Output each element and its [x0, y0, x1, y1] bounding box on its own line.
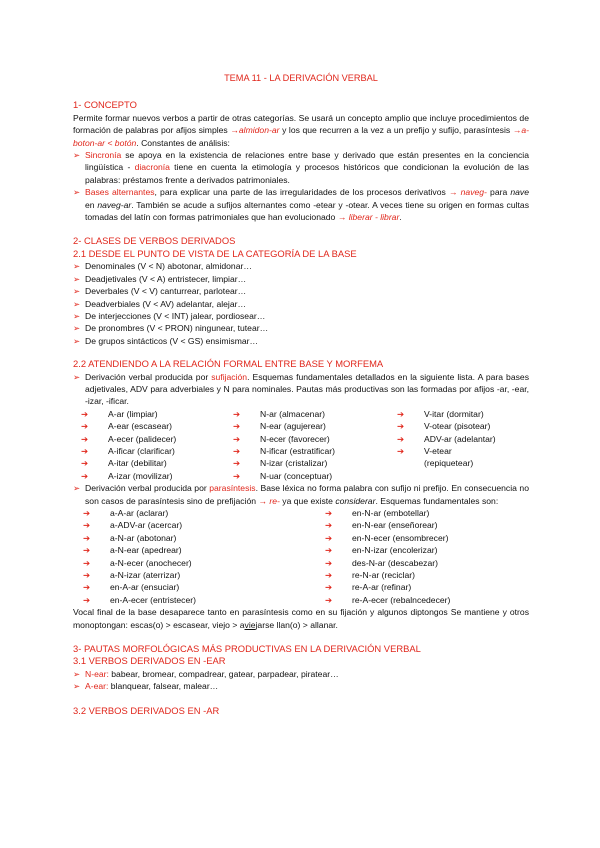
scheme-item	[73, 581, 315, 593]
bullet-icon: ➢	[73, 286, 81, 297]
scheme-item	[73, 445, 225, 457]
intro-text: y los que recurren a la vez a un prefijo y sufijo, parasíntesis	[279, 125, 513, 136]
scheme-item	[225, 433, 389, 445]
scheme-item	[73, 557, 315, 569]
scheme-text: N-ificar (estratificar)	[260, 445, 335, 456]
arrow-icon: ➔	[81, 445, 89, 456]
scheme-item	[225, 420, 389, 432]
subsection-2-2-heading: 2.2 ATENDIENDO A LA RELACIÓN FORMAL ENTRE BASE Y MORFEMA	[73, 358, 384, 370]
arrow-icon: ➔	[83, 532, 91, 543]
term: parasíntesis	[209, 483, 256, 494]
scheme-item	[225, 445, 389, 457]
arrow-icon: ➔	[83, 545, 91, 556]
scheme-text: A-itar (debilitar)	[108, 458, 167, 469]
example: nave	[510, 187, 529, 198]
scheme-item	[225, 408, 389, 420]
text: para	[486, 187, 511, 198]
scheme-item	[389, 433, 529, 445]
arrow-icon: ➔	[83, 594, 91, 605]
term: Bases alternantes	[85, 187, 155, 198]
arrow-icon: ➔	[325, 570, 333, 581]
bullet-icon: ➢	[73, 668, 81, 679]
suffix-schemes-grid	[73, 408, 529, 482]
scheme-text: V-otear (pisotear)	[424, 421, 491, 432]
subsection-3-1-heading: 3.1 VERBOS DERIVADOS EN -EAR	[73, 655, 226, 667]
text: . Esquemas fundamentales detallados en la siguiente lista. A para bases adjetivales, ADV para adverbiales y N para nominales. Pautas más productivas son las formadas por afijos -ar, -ear, -izar, -ificar.	[85, 371, 529, 407]
scheme-text: en-N-ar (embotellar)	[352, 508, 430, 518]
scheme-text: N-ecer (favorecer)	[260, 433, 330, 444]
list-item	[73, 322, 529, 334]
category-list	[73, 260, 529, 347]
bullet-icon: ➢	[73, 150, 81, 161]
vowel-note	[73, 606, 529, 631]
scheme-item	[315, 557, 529, 569]
scheme-item	[73, 420, 225, 432]
list-item-text: De interjecciones (V < INT) jalear, pordiosear…	[85, 310, 266, 321]
list-item	[73, 285, 529, 297]
scheme-item	[73, 470, 225, 482]
scheme-text: A-ificar (clarificar)	[108, 445, 175, 456]
scheme-item-continuation: (repiquetear)	[424, 458, 474, 469]
list-item-text: Deadjetivales (V < A) entristecer, limpiar…	[85, 273, 247, 284]
arrow-icon: ➔	[325, 594, 333, 605]
arrow-icon: ➔	[397, 433, 405, 444]
scheme-text: ADV-ar (adelantar)	[424, 433, 496, 444]
scheme-text: N-ar (almacenar)	[260, 408, 325, 419]
scheme-text: a-N-ecer (anochecer)	[110, 557, 192, 568]
scheme-item	[73, 519, 315, 531]
text: Derivación verbal producida por	[85, 371, 212, 382]
text: blanquear, falsear, malear…	[108, 681, 219, 692]
example: → liberar - librar	[337, 212, 400, 223]
bullet-icon: ➢	[73, 273, 81, 284]
arrow-icon: ➔	[81, 408, 89, 419]
subsection-3-2-heading: 3.2 VERBOS DERIVADOS EN -AR	[73, 704, 220, 716]
bullet-parasintesis	[73, 482, 529, 507]
bullet-icon: ➢	[73, 681, 81, 692]
bullet-icon: ➢	[73, 298, 81, 309]
arrow-icon: ➔	[81, 470, 89, 481]
bullet-icon: ➢	[73, 335, 81, 346]
bullet-bases-alternantes	[73, 186, 529, 223]
document-title: TEMA 11 - LA DERIVACIÓN VERBAL	[224, 73, 378, 83]
document-page	[73, 72, 529, 717]
list-item-text: De pronombres (V < PRON) ningunear, tutear…	[85, 323, 269, 334]
scheme-item	[73, 544, 315, 556]
list-item	[73, 260, 529, 272]
scheme-text: en-N-izar (encolerizar)	[352, 545, 438, 556]
scheme-item	[73, 569, 315, 581]
scheme-text: des-N-ar (descabezar)	[352, 557, 438, 568]
scheme-text: en-N-ecer (ensombrecer)	[352, 532, 449, 543]
arrow-icon: ➔	[397, 445, 405, 456]
arrow-icon: ➔	[233, 470, 241, 481]
scheme-item	[73, 433, 225, 445]
scheme-item	[73, 507, 315, 519]
parasynthesis-column-right	[315, 507, 529, 606]
list-item	[73, 298, 529, 310]
arrow-icon: ➔	[325, 557, 333, 568]
scheme-text: re-N-ar (reciclar)	[352, 570, 416, 581]
scheme-item	[315, 544, 529, 556]
arrow-icon: ➔	[81, 458, 89, 469]
scheme-text: A-ar (limpiar)	[108, 408, 158, 419]
arrow-icon: ➔	[81, 433, 89, 444]
scheme-text: N-uar (conceptuar)	[260, 470, 333, 481]
arrow-icon: ➔	[233, 421, 241, 432]
list-item	[73, 310, 529, 322]
text: en	[85, 199, 98, 210]
example: → naveg-	[448, 187, 487, 198]
scheme-item	[225, 457, 389, 469]
example: naveg-ar	[97, 199, 132, 210]
arrow-icon: ➔	[233, 433, 241, 444]
section-2-heading: 2- CLASES DE VERBOS DERIVADOS	[73, 235, 236, 247]
scheme-column-adjective	[73, 408, 225, 482]
arrow-icon: ➔	[83, 520, 91, 531]
text: . También se acude a sufijos alternantes como -etear y -otear. A veces tiene su origen en formas cultas tomadas del latín con formas patrimoniales que han evolucionado	[85, 199, 529, 223]
text: ya que existe	[279, 495, 336, 506]
scheme-text: A-ecer (palidecer)	[108, 433, 177, 444]
arrow-icon: ➔	[233, 458, 241, 469]
list-item	[73, 273, 529, 285]
term: Sincronía	[85, 150, 122, 161]
scheme-text: re-A-ecer (rebalncedecer)	[352, 594, 451, 605]
list-item	[73, 668, 529, 680]
scheme-text: A-ear (escasear)	[108, 421, 172, 432]
scheme-text: V-etear	[424, 445, 452, 456]
scheme-column-noun	[225, 408, 389, 482]
arrow-icon: ➔	[233, 445, 241, 456]
bullet-icon: ➢	[73, 310, 81, 321]
arrow-icon: ➔	[83, 557, 91, 568]
intro-text: Permite formar nuevos verbos a partir de otras categorías. Se usará un concepto amplio que incluye procedimientos de formación de palabras por afijos simples	[73, 112, 529, 136]
scheme-text: A-izar (movilizar)	[108, 470, 173, 481]
arrow-icon: ➔	[325, 582, 333, 593]
list-item-text: Deverbales (V < V) canturrear, parlotear…	[85, 286, 247, 297]
arrow-icon: ➔	[325, 545, 333, 556]
arrow-icon: ➔	[233, 408, 241, 419]
bullet-icon: ➢	[73, 483, 81, 494]
text: . Esquemas fundamentales son:	[375, 495, 499, 506]
text: , para explicar una parte de las irregularidades de los procesos derivativos	[154, 187, 449, 198]
scheme-item	[73, 408, 225, 420]
scheme-item	[73, 457, 225, 469]
scheme-item	[73, 594, 315, 606]
section-3-heading: 3- PAUTAS MORFOLÓGICAS MÁS PRODUCTIVAS EN LA DERIVACIÓN VERBAL	[73, 643, 421, 655]
bullet-icon: ➢	[73, 371, 81, 382]
scheme-item	[315, 507, 529, 519]
list-item	[73, 680, 529, 692]
list-item-text: Denominales (V < N) abotonar, almidonar…	[85, 261, 252, 272]
arrow-icon: ➔	[83, 508, 91, 518]
underlined-text: vie	[244, 619, 256, 630]
section-1-heading: 1- CONCEPTO	[73, 99, 137, 111]
term: diacronía	[134, 162, 170, 173]
text: jarse llan(o) > allanar.	[255, 619, 338, 630]
arrow-icon: ➔	[397, 421, 405, 432]
arrow-icon: ➔	[397, 408, 405, 419]
text: se apoya en la existencia de relaciones entre base y derivado que están presentes en la conciencia lingüística -	[85, 150, 529, 173]
list-item-text: De grupos sintácticos (V < GS) ensimismar…	[85, 335, 259, 346]
arrow-icon: ➔	[325, 508, 333, 518]
term: N-ear:	[85, 668, 109, 679]
list-item-text: Deadverbiales (V < AV) adelantar, alejar…	[85, 298, 247, 309]
arrow-icon: ➔	[83, 570, 91, 581]
text: tiene en cuenta la etimología y procesos históricos que condicionan la evolución de las palabras: préstamos frente a derivados patrimoniales.	[85, 162, 529, 185]
scheme-text: a-ADV-ar (acercar)	[110, 520, 183, 531]
arrow-icon: ➔	[83, 582, 91, 593]
section-1-intro	[73, 112, 529, 149]
scheme-text: N-izar (cristalizar)	[260, 458, 328, 469]
example: → re-	[258, 495, 280, 506]
scheme-text: N-ear (agujerear)	[260, 421, 326, 432]
bullet-sincronia	[73, 149, 529, 186]
arrow-icon: ➔	[325, 532, 333, 543]
scheme-item	[315, 594, 529, 606]
intro-example: →a-boton-ar < botón	[73, 125, 530, 148]
term: sufijación	[211, 371, 248, 382]
arrow-icon: ➔	[325, 520, 333, 531]
scheme-item	[315, 581, 529, 593]
scheme-item	[315, 519, 529, 531]
scheme-text: re-A-ar (refinar)	[352, 582, 412, 593]
scheme-item	[389, 408, 529, 420]
parasynthesis-schemes-grid	[73, 507, 529, 606]
scheme-text: a-A-ar (aclarar)	[110, 508, 169, 518]
scheme-item	[389, 420, 529, 432]
scheme-text: en-A-ecer (entristecer)	[110, 594, 196, 605]
subsection-2-1-heading: 2.1 DESDE EL PUNTO DE VISTA DE LA CATEGORÍA DE LA BASE	[73, 247, 357, 259]
bullet-icon: ➢	[73, 187, 81, 198]
bullet-icon: ➢	[73, 323, 81, 334]
text: . Base léxica no forma palabra con sufijo ni prefijo. En consecuencia no son casos de parasíntesis sino de prefijación	[85, 483, 529, 506]
scheme-item	[315, 569, 529, 581]
parasynthesis-column-left	[73, 507, 315, 606]
scheme-item	[389, 445, 529, 457]
scheme-text: en-A-ar (ensuciar)	[110, 582, 180, 593]
scheme-item	[225, 470, 389, 482]
text: .	[399, 212, 402, 223]
scheme-text: V-itar (dormitar)	[424, 408, 484, 419]
text: Derivación verbal producida por	[85, 483, 210, 494]
term: A-ear:	[85, 681, 109, 692]
example: considerar	[335, 495, 376, 506]
scheme-item	[315, 532, 529, 544]
scheme-text: en-N-ear (enseñorear)	[352, 520, 438, 531]
bullet-icon: ➢	[73, 261, 81, 272]
scheme-item	[73, 532, 315, 544]
scheme-text: a-N-ar (abotonar)	[110, 532, 177, 543]
bullet-sufijacion	[73, 371, 529, 408]
list-item	[73, 335, 529, 347]
text: babear, bromear, compadrear, gatear, parpadear, piratear…	[108, 668, 339, 679]
scheme-text: a-N-ear (apedrear)	[110, 545, 182, 556]
intro-example: →almidon-ar	[230, 125, 280, 136]
arrow-icon: ➔	[81, 421, 89, 432]
intro-text: . Constantes de análisis:	[136, 137, 230, 148]
text: Vocal final de la base desaparece tanto en parasíntesis como en su fijación y algunos diptongos Se mantiene y otros monoptongan: escas(o) > escasear, viejo > a	[73, 607, 529, 630]
scheme-column-verb	[389, 408, 529, 482]
scheme-text: a-N-izar (aterrizar)	[110, 570, 181, 581]
